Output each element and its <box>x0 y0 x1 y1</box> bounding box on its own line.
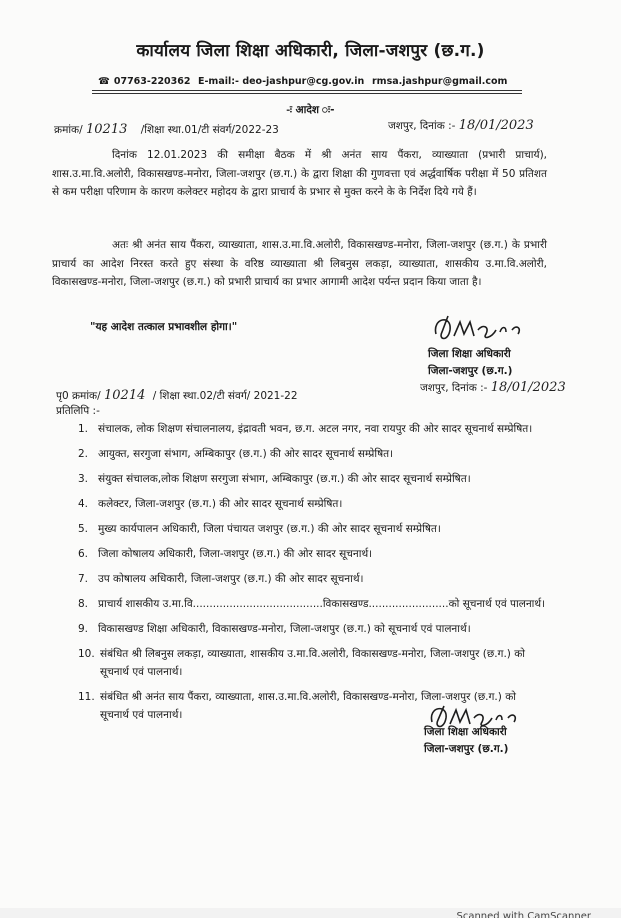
list-item: 3. संयुक्त संचालक,लोक शिक्षण सरगुजा संभाग, अम्बिकापुर (छ.ग.) की ओर सादर सूचनार्थ सम्प्रेषित। <box>78 473 471 485</box>
order-date: 18/01/2023 <box>458 118 534 133</box>
endorsement-date-line <box>420 380 566 395</box>
effect-note: "यह आदेश तत्काल प्रभावशील होगा।" <box>90 321 238 333</box>
list-item: 5. मुख्य कार्यपालन अधिकारी, जिला पंचायत जशपुर (छ.ग.) की ओर सादर सूचनार्थ सम्प्रेषित। <box>78 523 441 535</box>
phone-icon: ☎ <box>98 76 110 87</box>
endorsement-date: 18/01/2023 <box>490 380 566 395</box>
order-date-line <box>388 118 534 133</box>
order-paragraph-1-text: दिनांक 12.01.2023 की समीक्षा बैठक में श्री अनंत साय पैंकरा, व्याख्याता (प्रभारी प्राचार्य), शास.उ.मा.वि.अलोरी, विकासखण्ड-मनोरा, जिला-जशपुर (छ.ग.) के द्वारा शिक्षा की गुणवत्ता एवं अर्द्धवार्षिक परीक्षा में 50 प्रतिशत से कम परीक्षा परिणाम के कारण कलेक्टर महोदय के द्वारा प्राचार्य के प्रभार से मुक्त करने के के निर्देश दिये गये हैं। <box>52 149 547 198</box>
order-date-label: जशपुर, दिनांक :- <box>388 120 456 132</box>
phone-number: 07763-220362 <box>113 76 191 87</box>
list-item: 6. जिला कोषालय अधिकारी, जिला-जशपुर (छ.ग.) की ओर सादर सूचनार्थ। <box>78 548 373 560</box>
order-paragraph-2-text: अतः श्री अनंत साय पैंकरा, व्याख्याता, शास.उ.मा.वि.अलोरी, विकासखण्ड-मनोरा, जिला-जशपुर (छ.ग.) के प्रभारी प्राचार्य का आदेश निरस्त करते हुए संस्था के वरिष्ठ व्याख्याता श्री लिबनुस लकड़ा, व्याख्याता, शासकीय उ.मा.वि.अलोरी, विकासखण्ड-मनोरा, जिला-जशपुर (छ.ग.) को प्रभारी प्राचार्य का प्रभार आगामी आदेश पर्यन्त प्रदान किया जाता है। <box>52 239 547 288</box>
endorsement-signature-block <box>424 724 508 758</box>
list-item: 10. संबंधित श्री लिबनुस लकड़ा, व्याख्याता, शासकीय उ.मा.वि.अलोरी, विकासखण्ड-मनोरा, जिला-जशपुर (छ.ग.) को सूचनार्थ एवं पालनार्थ। <box>78 648 526 678</box>
list-item: 9. विकासखण्ड शिक्षा अधिकारी, विकासखण्ड-मनोरा, जिला-जशपुर (छ.ग.) को सूचनार्थ एवं पालनार्थ। <box>78 623 471 635</box>
office-title: कार्यालय जिला शिक्षा अधिकारी, जिला-जशपुर (छ.ग.) <box>136 41 485 61</box>
endorsement-ref-number: 10214 <box>104 388 146 403</box>
phone-contact <box>98 76 191 87</box>
list-item: 4. कलेक्टर, जिला-जशपुर (छ.ग.) की ओर सादर सूचनार्थ सम्प्रेषित। <box>78 498 343 510</box>
order-signatory-title: जिला शिक्षा अधिकारी <box>428 348 511 360</box>
copy-list <box>78 420 548 731</box>
scanner-watermark: Scanned with CamScanner <box>456 911 591 918</box>
letterhead-divider <box>92 90 522 91</box>
list-item: 1. संचालक, लोक शिक्षण संचालनालय, इंद्रावती भवन, छ.ग. अटल नगर, नवा रायपुर की ओर सादर सूचनार्थ सम्प्रेषित। <box>78 423 533 435</box>
email-contact <box>198 76 364 87</box>
endorsement-date-label: जशपुर, दिनांक :- <box>420 382 488 394</box>
email-secondary: rmsa.jashpur@gmail.com <box>372 76 508 87</box>
endorsement-ref-label: पृ0 क्रमांक/ <box>56 390 101 402</box>
order-heading: -ः आदेश ः- <box>286 104 335 116</box>
endorsement-ref-file: / शिक्षा स्था.02/टी संवर्ग/ 2021-22 <box>152 390 298 402</box>
order-signature-block <box>428 346 512 380</box>
order-ref-number: 10213 <box>86 122 128 137</box>
list-item: 2. आयुक्त, सरगुजा संभाग, अम्बिकापुर (छ.ग.) की ओर सादर सूचनार्थ सम्प्रेषित। <box>78 448 394 460</box>
order-signatory-district: जिला-जशपुर (छ.ग.) <box>428 365 513 377</box>
order-ref-file: /शिक्षा स्था.01/टी संवर्ग/2022-23 <box>140 124 279 136</box>
order-ref-label: क्रमांक/ <box>54 124 83 136</box>
endorsement-reference <box>56 388 298 403</box>
email-primary: deo-jashpur@cg.gov.in <box>242 76 365 87</box>
order-reference <box>54 122 279 137</box>
list-item: 8. प्राचार्य शासकीय उ.मा.वि.......................................विकासखण्ड........................को सूचनार्थ एवं पालनार्थ। <box>78 598 546 610</box>
order-paragraph-1 <box>52 146 547 202</box>
list-item: 7. उप कोषालय अधिकारी, जिला-जशपुर (छ.ग.) की ओर सादर सूचनार्थ। <box>78 573 364 585</box>
order-paragraph-2 <box>52 236 547 292</box>
email-label: E-mail:- <box>198 76 239 87</box>
letterhead-divider-secondary <box>92 93 522 94</box>
officer-signature <box>430 310 525 348</box>
endorsement-signatory-district: जिला-जशपुर (छ.ग.) <box>424 743 509 755</box>
copy-label: प्रतिलिपि :- <box>56 405 100 417</box>
list-item: 11. संबंधित श्री अनंत साय पैंकरा, व्याख्याता, शास.उ.मा.वि.अलोरी, विकासखण्ड-मनोरा, जिला-जशपुर (छ.ग.) को सूचनार्थ एवं पालनार्थ। <box>78 691 516 721</box>
endorsement-signatory-title: जिला शिक्षा अधिकारी <box>424 726 507 738</box>
